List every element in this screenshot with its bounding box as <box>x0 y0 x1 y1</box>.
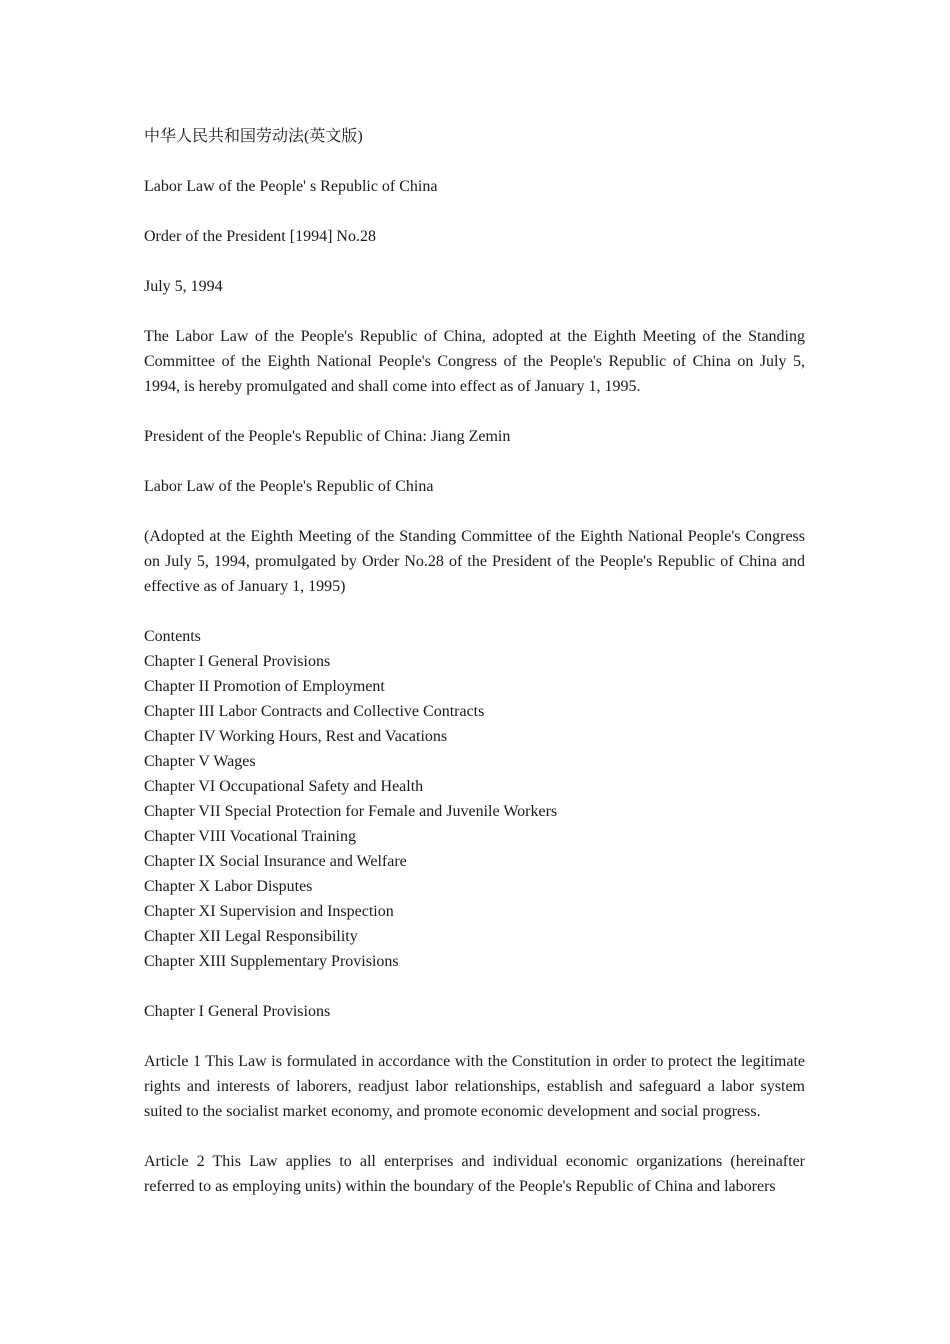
adoption-note: (Adopted at the Eighth Meeting of the Standing Committee of the Eighth National People's Congress on July 5, 1994, promulgated by Order No.28 of the President of the People's Republic of China and effective as of January 1, 1995) <box>144 528 805 595</box>
promulgation-paragraph: The Labor Law of the People's Republic of China, adopted at the Eighth Meeting of the Standing Committee of the Eighth National People's Congress of the People's Republic of China on July 5, 1994, is hereby promulgated and shall come into effect as of January 1, 1995. <box>144 328 805 395</box>
article-1: Article 1 This Law is formulated in accordance with the Constitution in order to protect the legitimate rights and interests of laborers, readjust labor relationships, establish and safeguard a labor system suited to the socialist market economy, and promote economic development and social progress. <box>144 1053 805 1120</box>
law-title: Labor Law of the People's Republic of China <box>144 478 434 495</box>
contents-chapter-6: Chapter VI Occupational Safety and Health <box>144 778 424 795</box>
presidential-order: Order of the President [1994] No.28 <box>144 228 376 245</box>
contents-chapter-9: Chapter IX Social Insurance and Welfare <box>144 853 407 870</box>
contents-heading: Contents <box>144 628 201 645</box>
contents-chapter-7: Chapter VII Special Protection for Female and Juvenile Workers <box>144 803 558 820</box>
contents-chapter-13: Chapter XIII Supplementary Provisions <box>144 953 399 970</box>
table-of-contents <box>144 624 805 974</box>
contents-chapter-12: Chapter XII Legal Responsibility <box>144 928 358 945</box>
contents-chapter-3: Chapter III Labor Contracts and Collective Contracts <box>144 703 485 720</box>
contents-chapter-10: Chapter X Labor Disputes <box>144 878 313 895</box>
contents-chapter-8: Chapter VIII Vocational Training <box>144 828 356 845</box>
chinese-title: 中华人民共和国劳动法(英文版) <box>144 128 363 145</box>
article-2: Article 2 This Law applies to all enterprises and individual economic organizations (hereinafter referred to as employing units) within the boundary of the People's Republic of China and laborers <box>144 1153 805 1195</box>
president-signature: President of the People's Republic of China: Jiang Zemin <box>144 428 511 445</box>
chapter-1-heading: Chapter I General Provisions <box>144 1003 331 1020</box>
contents-chapter-5: Chapter V Wages <box>144 753 256 770</box>
contents-chapter-4: Chapter IV Working Hours, Rest and Vacations <box>144 728 448 745</box>
contents-chapter-11: Chapter XI Supervision and Inspection <box>144 903 394 920</box>
document-title: Labor Law of the People' s Republic of China <box>144 178 438 195</box>
order-date: July 5, 1994 <box>144 278 223 295</box>
document-page <box>144 124 805 1199</box>
contents-chapter-2: Chapter II Promotion of Employment <box>144 678 385 695</box>
contents-chapter-1: Chapter I General Provisions <box>144 653 331 670</box>
